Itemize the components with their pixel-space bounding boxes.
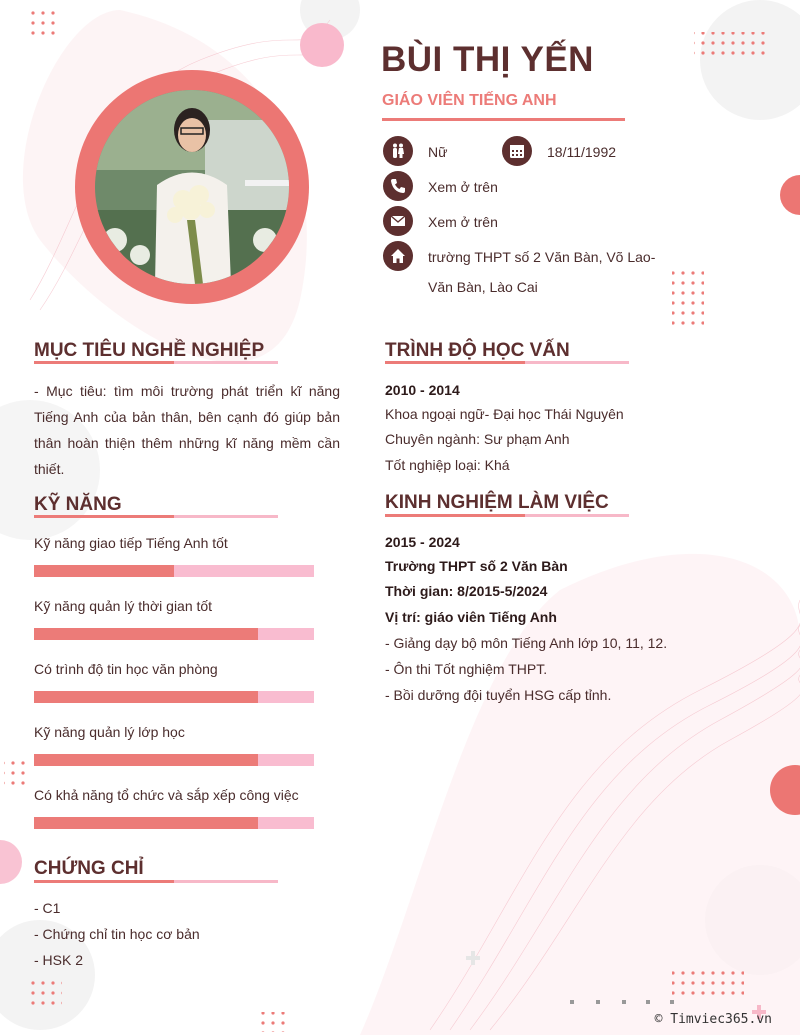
skill-bar [34,565,314,577]
gender-value: Nữ [428,144,448,160]
experience-underline [385,514,629,517]
certificate-item: - Chứng chỉ tin học cơ bản [34,926,200,942]
candidate-name: BÙI THỊ YẾN [381,40,594,79]
email-value: Xem ở trên [428,214,498,230]
address-line-2: Văn Bàn, Lào Cai [428,279,538,295]
skill-bar [34,817,314,829]
certificates-heading: CHỨNG CHỈ [34,858,144,879]
calendar-icon [502,136,532,166]
skill-label: Có khả năng tổ chức và sắp xếp công việc [34,787,299,803]
education-period: 2010 - 2014 [385,382,460,398]
certificates-underline [34,880,278,883]
address-line-1: trường THPT số 2 Văn Bàn, Võ Lao- [428,249,656,265]
experience-company: Trường THPT số 2 Văn Bàn [385,558,568,574]
skill-bar [34,691,314,703]
skill-bar-fill [34,691,258,703]
certificate-item: - C1 [34,900,61,916]
skills-underline [34,515,278,518]
education-underline [385,361,629,364]
phone-value: Xem ở trên [428,179,498,195]
certificate-item: - HSK 2 [34,952,84,968]
experience-position: Vị trí: giáo viên Tiếng Anh [385,609,557,625]
skill-label: Kỹ năng quản lý lớp học [34,724,185,740]
skill-bar-fill [34,754,258,766]
experience-duty: - Ôn thi Tốt nghiệm THPT. [385,661,548,677]
birthdate-value: 18/11/1992 [547,144,617,160]
objective-underline [34,361,278,364]
gender-icon [383,136,413,166]
job-title: GIÁO VIÊN TIẾNG ANH [382,92,557,109]
education-grade: Tốt nghiệp loại: Khá [385,457,510,473]
experience-heading: KINH NGHIỆM LÀM VIỆC [385,492,609,513]
skill-bar-fill [34,628,258,640]
profile-photo [95,90,289,284]
skill-bar [34,754,314,766]
skill-label: Kỹ năng giao tiếp Tiếng Anh tốt [34,535,228,551]
experience-duty: - Giảng dạy bộ môn Tiếng Anh lớp 10, 11, 12. [385,635,668,651]
watermark: © Timviec365.vn [654,1012,772,1027]
education-major: Chuyên ngành: Sư phạm Anh [385,431,570,447]
education-school: Khoa ngoại ngữ- Đại học Thái Nguyên [385,406,624,422]
skills-heading: KỸ NĂNG [34,494,122,515]
skill-bar [34,628,314,640]
skill-bar-fill [34,817,258,829]
home-icon [383,241,413,271]
title-underline [382,118,625,121]
skill-label: Có trình độ tin học văn phòng [34,661,218,677]
phone-icon [383,171,413,201]
envelope-icon [383,206,413,236]
education-heading: TRÌNH ĐỘ HỌC VẤN [385,340,570,361]
skill-bar-fill [34,565,174,577]
experience-time: Thời gian: 8/2015-5/2024 [385,583,548,599]
objective-heading: MỤC TIÊU NGHỀ NGHIỆP [34,340,265,361]
experience-period: 2015 - 2024 [385,534,460,550]
skill-label: Kỹ năng quản lý thời gian tốt [34,598,213,614]
experience-duty: - Bồi dưỡng đội tuyển HSG cấp tỉnh. [385,687,612,703]
objective-text: - Mục tiêu: tìm môi trường phát triển kĩ năng Tiếng Anh của bản thân, bên cạnh đó giúp bản thân hoàn thiện thêm những kĩ năng mềm cần thiết. [34,383,340,477]
